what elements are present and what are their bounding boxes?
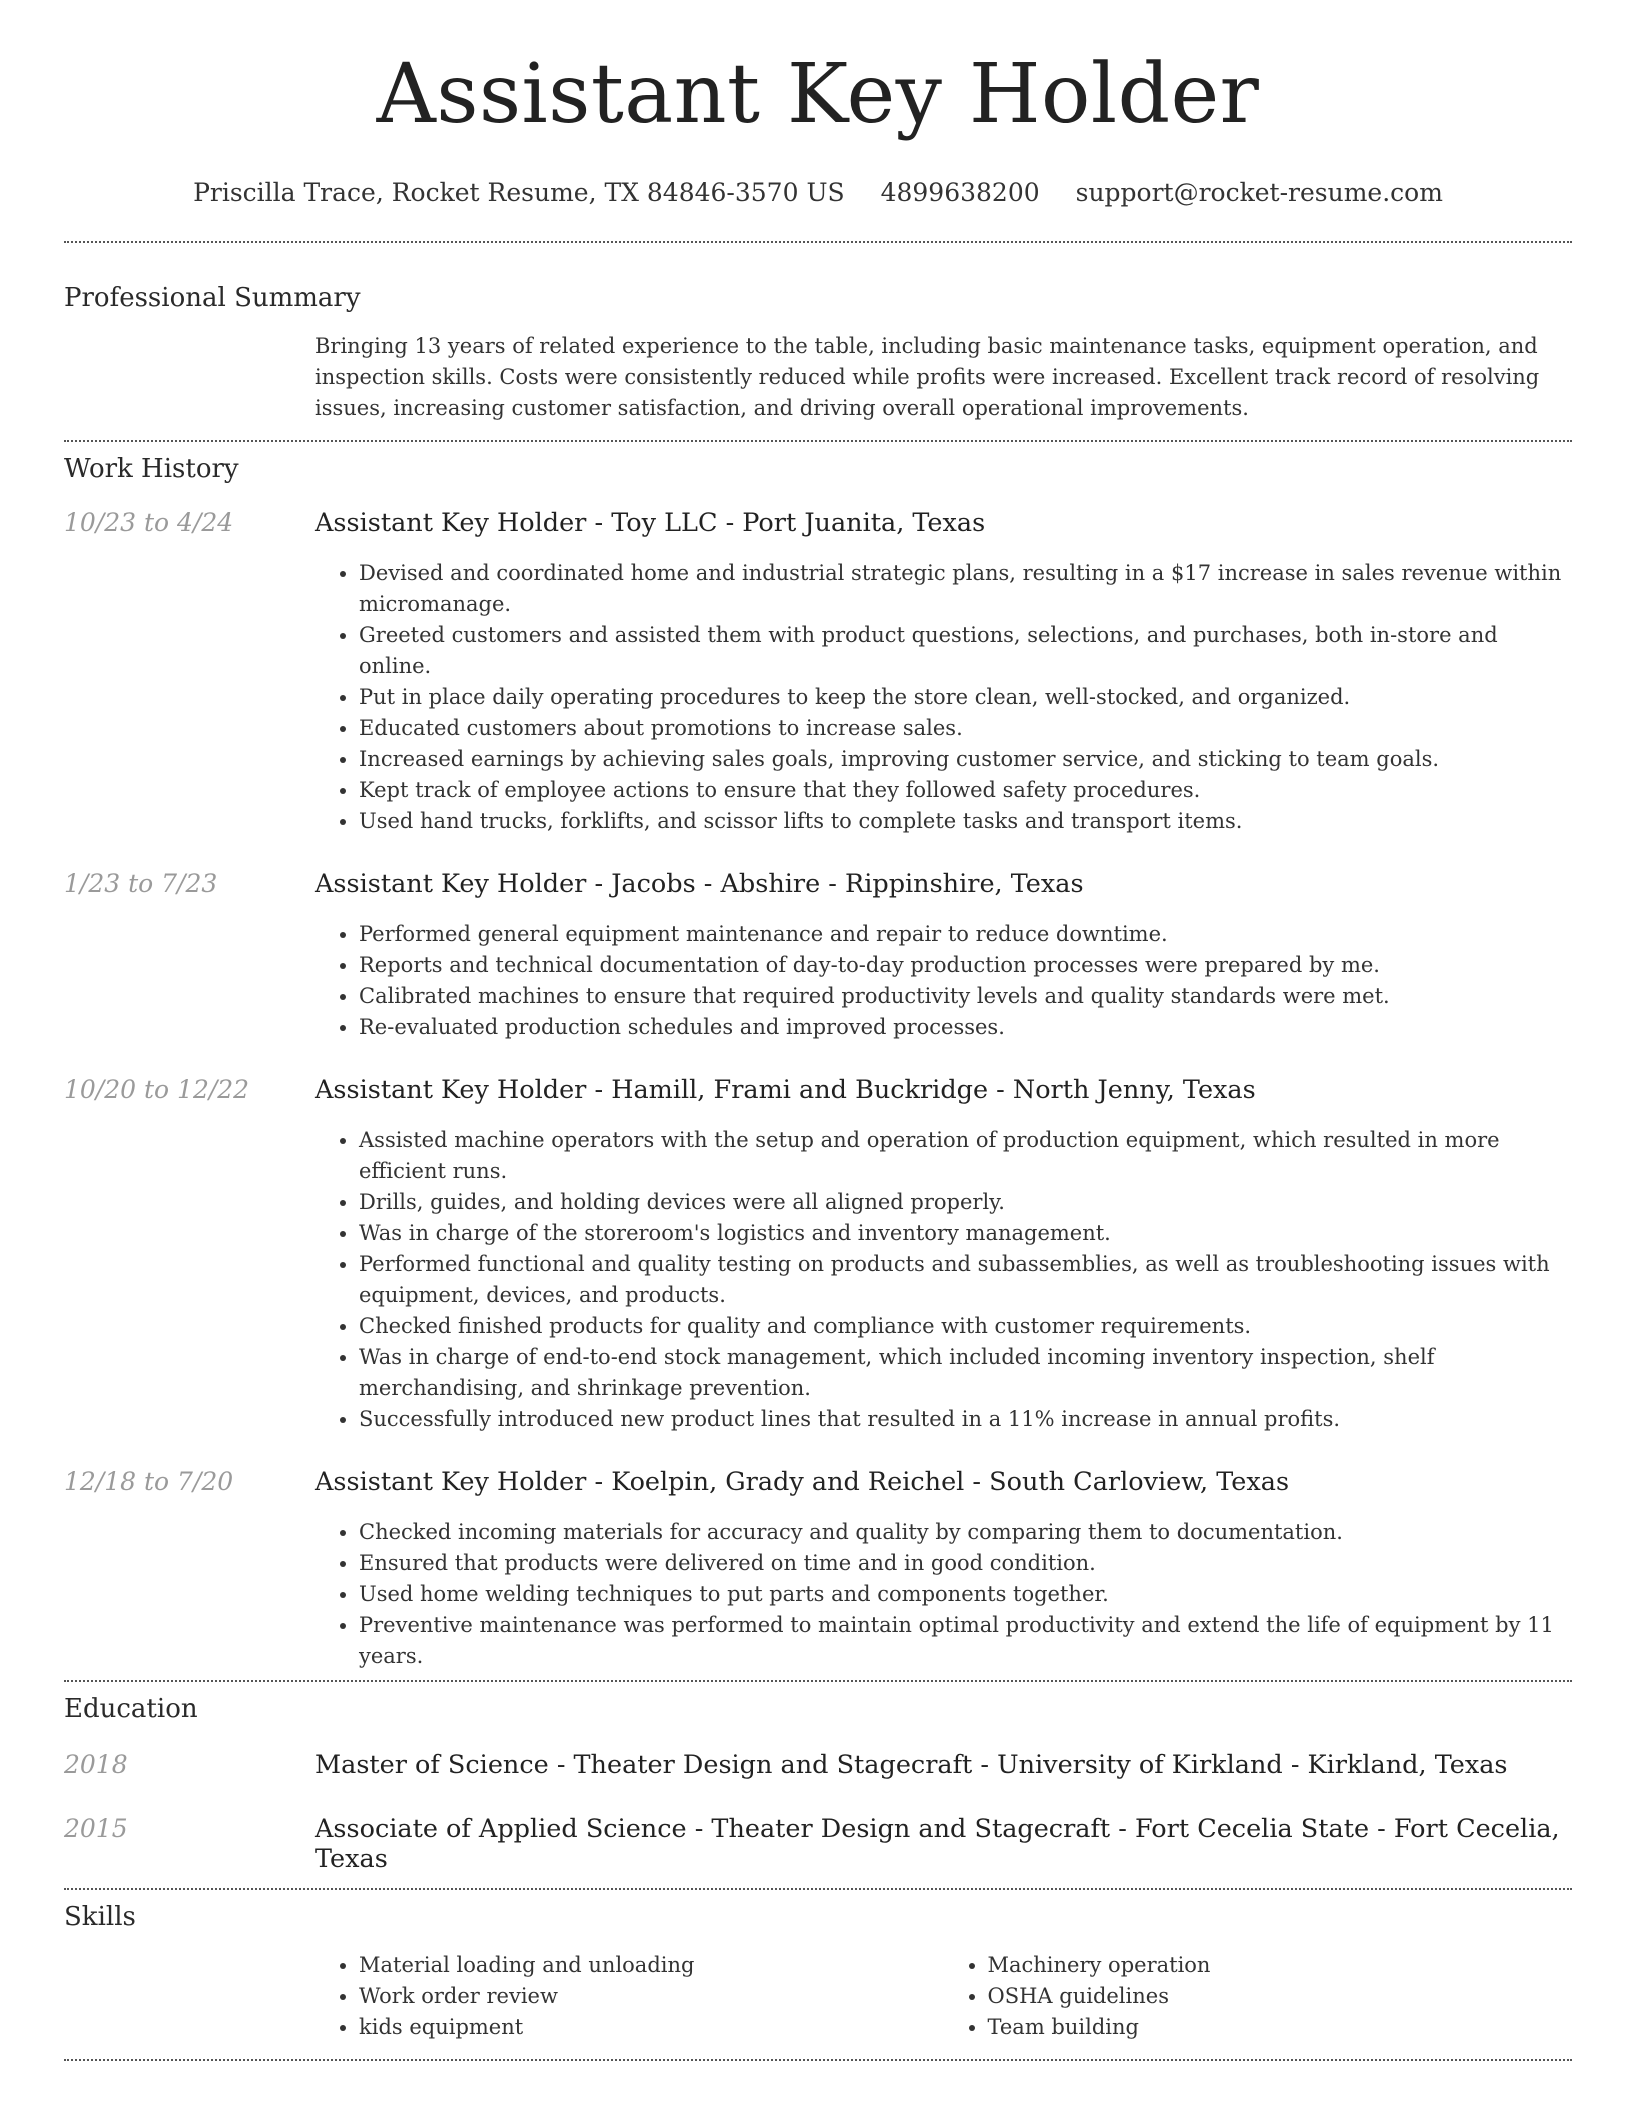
divider — [64, 2059, 1572, 2061]
resume-page — [64, 0, 1572, 2061]
skill-item: • Machinery operation — [988, 1950, 1573, 1981]
job-entry — [64, 1467, 1572, 1672]
skills-column-1 — [315, 1950, 944, 2043]
education-year: 2015 — [64, 1814, 128, 1844]
education-year: 2018 — [64, 1750, 128, 1780]
summary-heading: Professional Summary — [64, 283, 361, 314]
job-dates: 10/23 to 4/24 — [64, 508, 234, 538]
education-degree: Associate of Applied Science - Theater Design and Stagecraft - Fort Cecelia State - Fort Cecelia, Texas — [315, 1814, 1560, 1875]
list-item: • Was in charge of the storeroom's logistics and inventory management. — [359, 1218, 1572, 1249]
list-item: • Checked incoming materials for accuracy and quality by comparing them to documentation. — [359, 1517, 1572, 1548]
skill-item: • Team building — [988, 2012, 1573, 2043]
job-entry — [64, 869, 1572, 1043]
contact-email: support@rocket-resume.com — [1075, 178, 1443, 208]
list-item: • Performed general equipment maintenance and repair to reduce downtime. — [359, 919, 1572, 950]
contact-line — [64, 178, 1572, 207]
list-item: • Put in place daily operating procedures to keep the store clean, well-stocked, and organized. — [359, 682, 1572, 713]
job-title: Assistant Key Holder - Hamill, Frami and Buckridge - North Jenny, Texas — [315, 1075, 1256, 1106]
skill-item: • OSHA guidelines — [988, 1981, 1573, 2012]
divider — [64, 241, 1572, 243]
list-item: • Re-evaluated production schedules and improved processes. — [359, 1012, 1572, 1043]
list-item: • Kept track of employee actions to ensure that they followed safety procedures. — [359, 775, 1572, 806]
education-entry — [64, 1750, 1572, 1780]
job-title: Assistant Key Holder - Toy LLC - Port Juanita, Texas — [315, 508, 986, 539]
job-entry — [64, 1075, 1572, 1435]
skills-column-2 — [944, 1950, 1573, 2043]
job-bullets — [315, 558, 1572, 837]
list-item: • Was in charge of end-to-end stock management, which included incoming inventory inspection, shelf merchandising, and shrinkage prevention. — [359, 1342, 1572, 1404]
job-bullets — [315, 919, 1572, 1043]
summary-text: Bringing 13 years of related experience to the table, including basic maintenance tasks, equipment operation, and inspection skills. Costs were consistently reduced while profits were increased. Excellent track record of resolving issues, increasing customer satisfaction, and driving overall operational improvements. — [315, 334, 1540, 421]
education-heading: Education — [64, 1694, 198, 1725]
list-item: • Successfully introduced new product lines that resulted in a 11% increase in annual profits. — [359, 1404, 1572, 1435]
job-dates: 10/20 to 12/22 — [64, 1075, 250, 1105]
education-entry — [64, 1814, 1572, 1874]
list-item: • Checked finished products for quality and compliance with customer requirements. — [359, 1311, 1572, 1342]
divider — [64, 1680, 1572, 1682]
work-history-heading: Work History — [64, 454, 239, 485]
job-title: Assistant Key Holder - Jacobs - Abshire - Rippinshire, Texas — [315, 869, 1084, 900]
skill-item: • Material loading and unloading — [359, 1950, 944, 1981]
contact-address: Priscilla Trace, Rocket Resume, TX 84846-3570 US — [193, 178, 845, 208]
contact-phone: 4899638200 — [880, 178, 1040, 208]
resume-title: Assistant Key Holder — [376, 47, 1260, 142]
list-item: • Ensured that products were delivered on time and in good condition. — [359, 1548, 1572, 1579]
list-item: • Reports and technical documentation of day-to-day production processes were prepared by me. — [359, 950, 1572, 981]
divider — [64, 440, 1572, 442]
list-item: • Assisted machine operators with the setup and operation of production equipment, which resulted in more efficient runs. — [359, 1125, 1572, 1187]
list-item: • Drills, guides, and holding devices were all aligned properly. — [359, 1187, 1572, 1218]
skills-list — [315, 1950, 1572, 2043]
list-item: • Used home welding techniques to put parts and components together. — [359, 1579, 1572, 1610]
list-item: • Performed functional and quality testing on products and subassemblies, as well as troubleshooting issues with equipment, devices, and products. — [359, 1249, 1572, 1311]
list-item: • Preventive maintenance was performed to maintain optimal productivity and extend the life of equipment by 11 years. — [359, 1610, 1572, 1672]
list-item: • Used hand trucks, forklifts, and scissor lifts to complete tasks and transport items. — [359, 806, 1572, 837]
job-title: Assistant Key Holder - Koelpin, Grady and Reichel - South Carloview, Texas — [315, 1467, 1290, 1498]
list-item: • Educated customers about promotions to increase sales. — [359, 713, 1572, 744]
list-item: • Greeted customers and assisted them with product questions, selections, and purchases, both in-store and online. — [359, 620, 1572, 682]
job-dates: 12/18 to 7/20 — [64, 1467, 234, 1497]
job-dates: 1/23 to 7/23 — [64, 869, 218, 899]
skills-heading: Skills — [64, 1902, 136, 1933]
job-bullets — [315, 1125, 1572, 1435]
job-bullets — [315, 1517, 1572, 1672]
education-degree: Master of Science - Theater Design and Stagecraft - University of Kirkland - Kirkland, Texas — [315, 1750, 1508, 1781]
skill-item: • kids equipment — [359, 2012, 944, 2043]
job-entry — [64, 508, 1572, 837]
list-item: • Calibrated machines to ensure that required productivity levels and quality standards were met. — [359, 981, 1572, 1012]
list-item: • Devised and coordinated home and industrial strategic plans, resulting in a $17 increase in sales revenue within micromanage. — [359, 558, 1572, 620]
skill-item: • Work order review — [359, 1981, 944, 2012]
divider — [64, 1888, 1572, 1890]
list-item: • Increased earnings by achieving sales goals, improving customer service, and sticking to team goals. — [359, 744, 1572, 775]
